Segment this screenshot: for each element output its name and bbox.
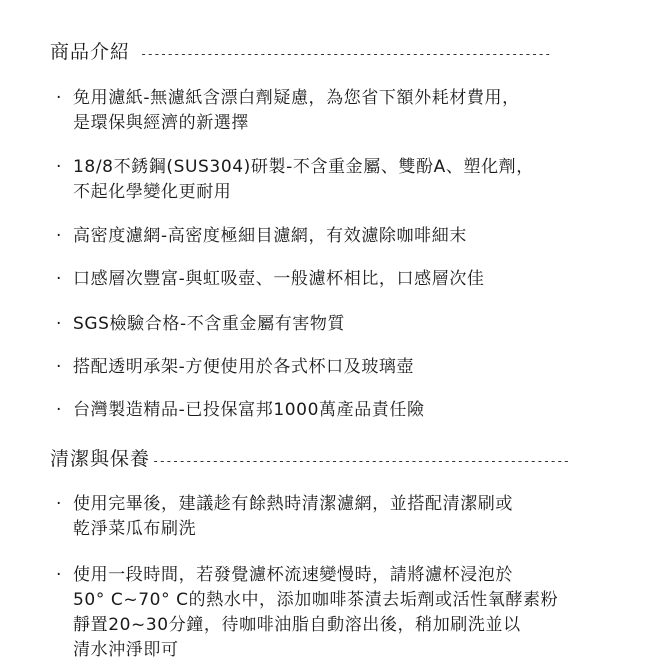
list-item <box>56 224 616 249</box>
section-title-cleaning <box>50 447 569 473</box>
bullet: · <box>56 565 63 585</box>
list-item <box>56 492 616 542</box>
bullet: · <box>56 400 63 420</box>
list-item-text: 使用一段時間，若發覺濾杯流速變慢時，請將濾杯浸泡於 50° C~70° C的熱水中，添加咖啡茶漬去垢劑或活性氧酵素粉 靜置20~30分鐘，待咖啡油脂自動溶出後，稍加刷洗並以 清水沖淨即可 <box>73 565 559 660</box>
bullet: · <box>56 88 63 108</box>
bullet: · <box>56 226 63 246</box>
list-item-text: 搭配透明承架-方便使用於各式杯口及玻璃壺 <box>73 357 415 377</box>
list-item-text: 免用濾紙-無濾紙含漂白劑疑慮，為您省下額外耗材費用， 是環保與經濟的新選擇 <box>73 88 520 133</box>
list-item-text: 口感層次豐富-與虹吸壺、一般濾杯相比，口感層次佳 <box>73 269 485 289</box>
title-divider: -------------------------------------------------------------- <box>140 47 551 61</box>
list-item <box>56 563 616 663</box>
bullet: · <box>56 157 63 177</box>
product-intro-title: 商品介紹 <box>50 41 131 63</box>
list-item-text: 高密度濾網-高密度極細目濾網，有效濾除咖啡細末 <box>73 226 467 246</box>
list-item-text: SGS檢驗合格-不含重金屬有害物質 <box>73 314 346 334</box>
list-item <box>56 398 616 423</box>
bullet: · <box>56 269 63 289</box>
list-item <box>56 267 616 292</box>
list-item-text: 使用完畢後，建議趁有餘熱時清潔濾網，並搭配清潔刷或 乾淨菜瓜布刷洗 <box>73 494 513 539</box>
cleaning-title: 清潔與保養 <box>50 448 151 470</box>
bullet: · <box>56 357 63 377</box>
list-item <box>56 312 616 337</box>
list-item <box>56 155 616 205</box>
list-item-text: 18/8不銹鋼(SUS304)研製-不含重金屬、雙酚A、塑化劑， 不起化學變化更耐用 <box>73 157 534 202</box>
list-item <box>56 86 616 136</box>
section-title-product-intro <box>50 40 551 66</box>
title-divider: --------------------------------------------------------------- <box>152 454 570 468</box>
list-item-text: 台灣製造精品-已投保富邦1000萬產品責任險 <box>73 400 425 420</box>
bullet: · <box>56 494 63 514</box>
list-item <box>56 355 616 380</box>
bullet: · <box>56 314 63 334</box>
